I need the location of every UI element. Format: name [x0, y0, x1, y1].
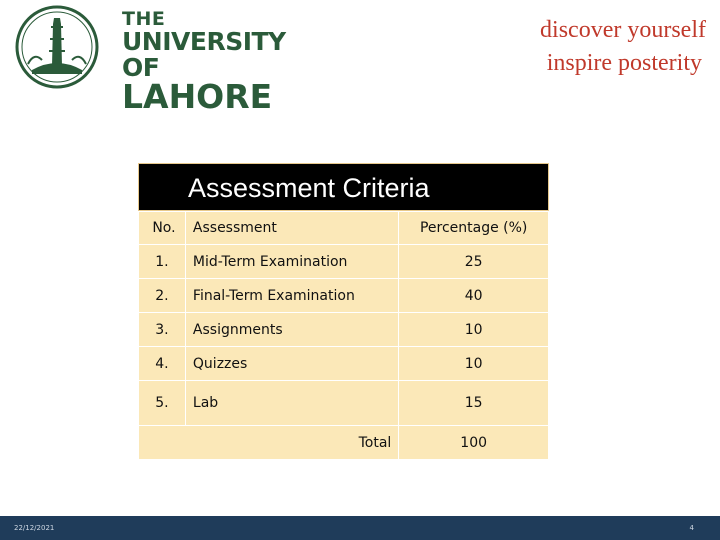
cell-assessment: Assignments	[185, 313, 398, 347]
header-assessment: Assessment	[185, 212, 398, 245]
cell-assessment: Mid-Term Examination	[185, 245, 398, 279]
table-row	[139, 279, 549, 313]
header-percentage: Percentage (%)	[399, 212, 549, 245]
university-logo	[14, 4, 294, 116]
table-row	[139, 347, 549, 381]
table-row	[139, 245, 549, 279]
cell-assessment: Lab	[185, 381, 398, 426]
footer-bar	[0, 516, 720, 540]
logo-line-university: UNIVERSITY OF	[122, 27, 286, 82]
footer-page-number: 4	[689, 524, 694, 532]
cell-no: 2.	[139, 279, 186, 313]
footer-date: 22/12/2021	[14, 524, 55, 532]
cell-no: 4.	[139, 347, 186, 381]
cell-percentage: 15	[399, 381, 549, 426]
table-row	[139, 381, 549, 426]
criteria-grid	[138, 211, 549, 460]
cell-percentage: 40	[399, 279, 549, 313]
minar-e-pakistan-emblem-icon	[14, 4, 100, 90]
assessment-criteria-table	[138, 163, 549, 460]
cell-percentage: 25	[399, 245, 549, 279]
total-value: 100	[399, 426, 549, 460]
table-row	[139, 313, 549, 347]
cell-percentage: 10	[399, 347, 549, 381]
logo-line-the: THE	[122, 8, 166, 30]
cell-no: 5.	[139, 381, 186, 426]
total-label: Total	[139, 426, 399, 460]
logo-wordmark	[122, 8, 294, 116]
cell-no: 3.	[139, 313, 186, 347]
table-total-row	[139, 426, 549, 460]
tagline-discover: discover yourself	[540, 17, 706, 43]
table-title: Assessment Criteria	[138, 163, 549, 211]
header-no: No.	[139, 212, 186, 245]
cell-percentage: 10	[399, 313, 549, 347]
cell-assessment: Quizzes	[185, 347, 398, 381]
table-header-row	[139, 212, 549, 245]
tagline-inspire: inspire posterity	[546, 50, 702, 76]
logo-line-lahore: LAHORE	[122, 77, 273, 116]
cell-no: 1.	[139, 245, 186, 279]
cell-assessment: Final-Term Examination	[185, 279, 398, 313]
